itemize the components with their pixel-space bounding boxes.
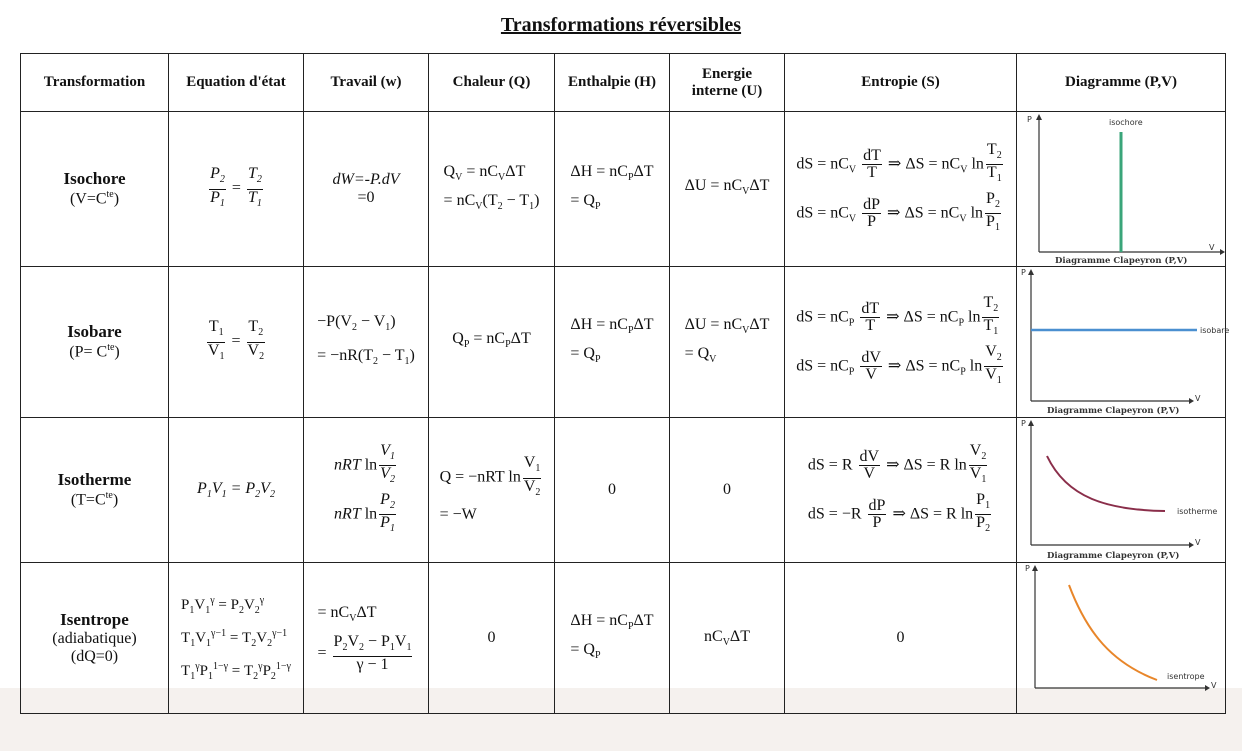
axis-v-label: V (1195, 394, 1201, 403)
formula: $\Delta H = nC_P\Delta T$ = $Q_P$ (570, 611, 654, 662)
formula: dW=-P.dV (332, 171, 400, 188)
cell-diagram (1017, 563, 1226, 714)
formula: $\Delta U = nC_V\Delta T$ (684, 177, 770, 198)
formula: $\Delta H = nC_P\Delta T$ = $Q_P$ (570, 162, 654, 213)
cell-equation (169, 418, 304, 563)
cell-energie (670, 563, 785, 714)
header-energie-interne-label: Energie interne (U) (691, 65, 763, 99)
cell-chaleur: 0 (429, 563, 555, 714)
cell-equation (169, 563, 304, 714)
header-equation: Equation d'état (169, 54, 304, 112)
formula: $nC_V\Delta T$ (704, 627, 750, 649)
transformations-table (20, 53, 1230, 714)
transformation-condition: $(P= C^{te})$ (69, 342, 120, 361)
cell-chaleur (429, 267, 555, 418)
header-enthalpie: Enthalpie (H) (555, 54, 670, 112)
isotherme-curve (1047, 456, 1165, 511)
transformation-condition: $(V=C^{te})$ (69, 189, 120, 208)
formula: $\frac{T_2}{V_2}$ (247, 318, 265, 362)
axis-p-label: P (1025, 564, 1030, 573)
formula: dS = R $\frac{dV}{V}$ ⇒ ΔS = R ln $\frac{V_2}{V_1}$ dS = −R $\frac{dP}{P}$ ⇒ ΔS = R ln $\frac{P_1}{P_2}$ (807, 441, 991, 535)
formula: $-P(V_2 - V_1)$ = $-nR(T_2 - T_1)$ (317, 312, 415, 368)
cell-equation: $\frac{P_2}{P_1}$ = $\frac{T_2}{T_1}$ (169, 112, 304, 267)
cell-travail (304, 418, 429, 563)
cell-energie (670, 267, 785, 418)
row-isotherme (21, 418, 1226, 563)
axis-v-label: V (1209, 243, 1215, 252)
transformation-condition: (dQ=0) (70, 648, 119, 665)
formula: $P_1V_1 = P_2V_2$ (197, 479, 275, 501)
formula: nRT ln $\frac{V_1}{V_2}$ nRT ln $\frac{P_2}{P_1}$ (334, 441, 395, 535)
diagram-caption: Diagramme Clapeyron (P,V) (1047, 406, 1180, 416)
cell-enthalpie: 0 (555, 418, 670, 563)
header-chaleur: Chaleur (Q) (429, 54, 555, 112)
diagram-isobare (1017, 267, 1230, 417)
formula: $\frac{P_2}{P_1}$ (210, 165, 225, 209)
cell-enthalpie (555, 563, 670, 714)
page-title: Transformations réversibles (500, 14, 742, 36)
cell-entropie (785, 112, 1017, 267)
cell-travail (304, 563, 429, 714)
header-transformation: Transformation (21, 54, 169, 112)
cell-transformation (21, 563, 169, 714)
cell-entropie: 0 (785, 563, 1017, 714)
curve-label: isotherme (1177, 507, 1218, 516)
header-diagramme: Diagramme (P,V) (1017, 54, 1226, 112)
formula: dS = $nC_V$ $\frac{dT}{T}$ ⇒ $\Delta S = nC_V$ ln $\frac{T_2}{T_1}$ dS = $nC_V$ $\frac{dP}{P}$ ⇒ $\Delta S = nC_V$ ln $\frac{P_2}{P_1}$ (796, 140, 1002, 234)
cell-enthalpie (555, 112, 670, 267)
formula: $\Delta U = nC_V\Delta T$ = $Q_V$ (684, 315, 770, 366)
diagram-caption: Diagramme Clapeyron (P,V) (1047, 551, 1180, 561)
curve-label: isobare (1200, 326, 1230, 335)
formula: $Q_V = nC_V\Delta T$ = $nC_V(T_2 - T_1)$ (443, 162, 540, 213)
formula: = $nC_V\Delta T$ = $\frac{P_2V_2 - P_1V_1}{\gamma - 1}$ (317, 604, 412, 673)
transformation-name: Isochore (63, 169, 126, 189)
cell-transformation (21, 418, 169, 563)
formula: =0 (357, 189, 375, 206)
transformation-name: Isobare (67, 322, 122, 342)
cell-travail (304, 267, 429, 418)
cell-entropie (785, 267, 1017, 418)
curve-label: isentrope (1167, 672, 1205, 681)
row-isobare (21, 267, 1226, 418)
cell-diagram (1017, 267, 1230, 418)
row-isochore (21, 112, 1226, 267)
formula: $\frac{T_1}{V_1}$ (207, 318, 225, 362)
cell-energie (670, 112, 785, 267)
transformation-condition: (adiabatique) (52, 630, 137, 647)
diagram-isochore (1017, 112, 1225, 266)
axis-v-label: V (1195, 538, 1201, 547)
cell-chaleur (429, 112, 555, 267)
transformation-name: Isentrope (60, 610, 129, 629)
cell-entropie (785, 418, 1017, 563)
diagram-isotherme (1017, 418, 1225, 562)
formula: dS = $nC_P$ $\frac{dT}{T}$ ⇒ $\Delta S = nC_P$ ln $\frac{T_2}{T_1}$ dS = $nC_P$ $\frac{dV}{V}$ ⇒ $\Delta S = nC_P$ ln $\frac{V_2}{V_1}$ (796, 293, 1002, 387)
header-row (21, 54, 1226, 112)
formula: $Q_P = nC_P\Delta T$ (452, 330, 531, 351)
formula: $P_1V_1^\gamma = P_2V_2^\gamma$ $T_1V_1^{\gamma-1} = T_2V_2^{\gamma-1}$ $T_1^\gamma P_1^{1-\gamma} = T_2^\gamma P_2^{1-\gamma}$ (181, 594, 291, 682)
formula: $\Delta H = nC_P\Delta T$ = $Q_P$ (570, 315, 654, 366)
cell-transformation (21, 267, 169, 418)
transformation-name: Isotherme (57, 470, 132, 490)
cell-equation: $\frac{T_1}{V_1}$ = $\frac{T_2}{V_2}$ (169, 267, 304, 418)
diagram-isentrope (1017, 563, 1225, 713)
transformation-condition: $(T=C^{te})$ (70, 490, 119, 509)
cell-enthalpie (555, 267, 670, 418)
header-entropie: Entropie (S) (785, 54, 1017, 112)
axis-p-label: P (1021, 268, 1026, 277)
cell-transformation (21, 112, 169, 267)
cell-chaleur (429, 418, 555, 563)
cell-diagram (1017, 418, 1226, 563)
formula: $\frac{T_2}{T_1}$ (247, 165, 262, 209)
header-energie-interne (670, 54, 785, 112)
cell-energie: 0 (670, 418, 785, 563)
axis-p-label: P (1021, 419, 1026, 428)
cell-diagram (1017, 112, 1226, 267)
header-travail: Travail (w) (304, 54, 429, 112)
axis-v-label: V (1211, 681, 1217, 690)
diagram-caption: Diagramme Clapeyron (P,V) (1055, 256, 1188, 266)
cell-travail (304, 112, 429, 267)
curve-label: isochore (1109, 118, 1143, 127)
row-isentrope (21, 563, 1226, 714)
axis-p-label: P (1027, 115, 1032, 124)
isentrope-curve (1069, 585, 1157, 680)
formula: Q = −nRT ln $\frac{V_1}{V_2}$ = −W (439, 454, 541, 523)
